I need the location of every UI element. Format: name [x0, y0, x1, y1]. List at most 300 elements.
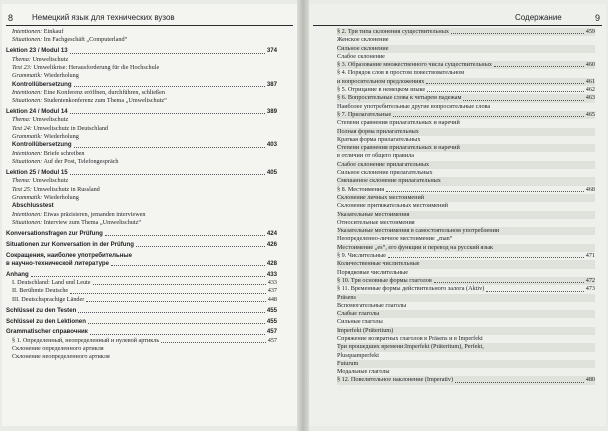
toc-page-number: 463 — [585, 94, 595, 102]
toc-page-number: 437 — [267, 287, 277, 295]
toc-leader-dots — [161, 342, 266, 343]
toc-entry-text — [337, 177, 441, 185]
toc-entry-title: Полная форма прилагательных — [337, 127, 419, 135]
toc-leader-dots — [78, 312, 265, 313]
toc-entry-text — [337, 61, 492, 69]
toc-entry-title: § 10. Три основные формы глаголов — [337, 276, 432, 284]
toc-entry-text — [337, 294, 356, 302]
toc-entry-text — [6, 47, 68, 55]
toc-entry — [6, 202, 277, 210]
toc-entry — [337, 53, 595, 61]
toc-page-number: 465 — [585, 110, 595, 118]
toc-entry-title: I. Deutschland: Land und Leute — [12, 279, 91, 287]
toc-entry — [6, 252, 277, 260]
toc-entry-title: Склонение неопределенного артикля — [12, 353, 110, 361]
toc-entry-title: § 11. Временные формы действительного залога (Aktiv) — [337, 285, 485, 293]
toc-entry-title: Три прошедших времени:Imperfekt (Präteritum), Perfekt, — [337, 343, 484, 351]
toc-leader-dots — [88, 323, 265, 324]
toc-page-number: 457 — [266, 328, 277, 336]
toc-entry-title: Wiederholung — [43, 194, 79, 202]
toc-entry — [337, 376, 595, 384]
toc-entry-text — [12, 296, 84, 304]
toc-page-number: 471 — [585, 252, 595, 260]
toc-entry — [6, 353, 277, 361]
toc-leader-dots — [86, 301, 266, 302]
toc-entry-title: Abschlusstest — [12, 202, 54, 210]
toc-entry-label: Intentionen: — [12, 210, 43, 218]
toc-entry-text — [12, 97, 167, 105]
toc-entry-text — [12, 89, 165, 97]
toc-page-number: 433 — [267, 279, 277, 287]
toc-entry — [337, 161, 595, 169]
toc-entry-text — [12, 56, 68, 64]
toc-entry — [6, 150, 277, 158]
toc-leader-dots — [434, 282, 584, 283]
toc-entry-title: Степени сравнения прилагательных и наречий — [337, 144, 460, 152]
toc-entry — [337, 186, 595, 194]
toc-entry — [337, 360, 595, 368]
toc-entry-title: Lektion 24 / Modul 14 — [6, 108, 68, 116]
toc-page-number: 433 — [266, 270, 277, 278]
toc-page-number: 468 — [585, 185, 595, 193]
toc-entry-text — [12, 177, 68, 185]
toc-entry — [337, 194, 595, 202]
toc-entry — [337, 277, 595, 285]
toc-entry — [6, 318, 277, 326]
toc-entry-text — [12, 64, 159, 72]
left-page — [2, 4, 297, 426]
toc-entry — [6, 307, 277, 315]
toc-entry-title: Präsens — [337, 293, 356, 301]
toc-entry-title: Склонение личных местоимений — [337, 193, 425, 201]
toc-entry-text — [337, 103, 490, 111]
toc-entry-text — [337, 161, 429, 169]
toc-entry-text — [337, 368, 390, 376]
toc-entry-title: Futurum — [337, 359, 359, 367]
toc-entry-text — [12, 133, 79, 141]
toc-page-number: 459 — [585, 28, 595, 35]
toc-entry-title: Umweltschutz — [32, 177, 69, 185]
toc-entry-text — [12, 287, 68, 295]
toc-entry-title: Kontrollübersetzung — [12, 80, 72, 88]
toc-page-number: 448 — [267, 295, 277, 303]
toc-entry-text — [337, 45, 388, 53]
toc-leader-dots — [74, 86, 265, 87]
toc-entry-text — [12, 345, 104, 353]
toc-entry — [6, 337, 277, 345]
toc-entry-title: Указательные местоимения — [337, 210, 410, 218]
toc-entry-label: Situationen: — [12, 158, 43, 166]
toc-entry-title: Interview zum Thema „Umweltschutz“ — [43, 219, 142, 227]
toc-page-number: 460 — [585, 61, 595, 69]
toc-page-number: 455 — [266, 317, 277, 325]
toc-entry-text — [337, 202, 448, 210]
toc-page-number: 480 — [585, 376, 595, 384]
toc-entry-text — [337, 36, 389, 44]
toc-entry-label: Grammatik: — [12, 194, 43, 202]
toc-page-number: 455 — [266, 306, 277, 314]
toc-entry-title: Модальные глаголы — [337, 368, 390, 376]
right-page-number: 9 — [595, 13, 601, 23]
toc-leader-dots — [463, 100, 584, 101]
left-running-head: Немецкий язык для технических вузов — [32, 13, 175, 22]
toc-page-number: 472 — [585, 276, 595, 284]
toc-leader-dots — [426, 83, 584, 84]
right-header-rule — [313, 25, 602, 26]
toc-entry — [6, 56, 277, 64]
left-page-number: 8 — [8, 13, 14, 23]
toc-entry-text — [337, 269, 408, 277]
toc-entry — [337, 227, 595, 235]
toc-entry-text — [12, 219, 141, 227]
toc-leader-dots — [393, 116, 584, 117]
toc-entry-title: Слабое склонение — [337, 52, 385, 60]
book-gutter — [297, 0, 309, 431]
toc-entry-title: Studentenkonferenz zum Thema „Umweltschutz“ — [43, 97, 167, 105]
toc-entry — [337, 235, 595, 243]
toc-entry-title: Umweltkrise: Herausforderung für die Hochschule — [33, 63, 160, 71]
toc-entry — [337, 269, 595, 277]
toc-entry-text — [337, 152, 414, 160]
toc-entry-text — [12, 36, 127, 44]
toc-entry-title: § 1. Определенный, неопределенный и нулевой артикль — [12, 336, 160, 344]
toc-entry — [337, 260, 595, 268]
toc-entry-title: Вспомогательные глаголы — [337, 301, 407, 309]
right-page — [309, 4, 606, 426]
toc-entry — [6, 230, 277, 238]
toc-entry — [337, 169, 595, 177]
toc-entry-title: § 6. Вопросительные слова к четырем падежам — [337, 94, 462, 102]
toc-entry-label: Text 24: — [12, 124, 32, 132]
toc-page-number: 405 — [266, 169, 277, 176]
toc-entry-title: § 8. Местоимения — [337, 185, 385, 193]
toc-entry-text — [6, 328, 88, 336]
toc-leader-dots — [455, 382, 584, 383]
toc-entry-text — [337, 211, 409, 219]
toc-entry-text — [12, 202, 54, 210]
toc-entry — [337, 310, 595, 318]
toc-entry-title: Степени сравнения прилагательных и наречий — [337, 119, 460, 127]
toc-entry-text — [12, 28, 63, 36]
toc-entry — [337, 285, 595, 293]
toc-entry-text — [337, 277, 432, 285]
toc-entry-label: Grammatik: — [12, 133, 43, 141]
toc-entry-text — [6, 230, 103, 238]
toc-entry-title: § 4. Порядок слов в простом повествовательном — [337, 69, 465, 77]
toc-entry — [6, 345, 277, 353]
toc-entry-text — [337, 335, 483, 343]
toc-entry-text — [6, 271, 29, 279]
toc-entry-title: и вопросительном предложениях — [337, 77, 425, 85]
toc-entry — [337, 94, 595, 102]
toc-leader-dots — [31, 276, 265, 277]
toc-entry — [337, 202, 595, 210]
toc-entry-title: Склонение определенного артикля — [12, 345, 104, 353]
toc-entry-text — [12, 279, 91, 287]
toc-entry — [6, 186, 277, 194]
toc-entry-title: Порядковые числительные — [337, 268, 408, 276]
toc-entry-title: Situationen zur Konversation in der Prüfung — [6, 240, 134, 248]
toc-entry — [337, 61, 595, 69]
toc-entry-label: Situationen: — [12, 219, 43, 227]
toc-entry-text — [337, 94, 461, 102]
toc-leader-dots — [386, 191, 584, 192]
toc-entry-title: § 2. Три типа склонения существительных — [337, 28, 449, 35]
toc-entry — [6, 241, 277, 249]
toc-entry-text — [337, 53, 385, 61]
toc-entry-text — [337, 310, 379, 318]
toc-leader-dots — [70, 113, 265, 114]
toc-entry-title: § 5. Отрицание в немецком языке — [337, 86, 426, 94]
toc-entry-text — [12, 337, 159, 345]
toc-leader-dots — [111, 265, 265, 266]
toc-entry-text — [6, 318, 86, 326]
toc-entry-title: Указательные местоимения в самостоятельном употреблении — [337, 227, 500, 235]
toc-entry-title: Grammatischer справочник — [6, 328, 88, 336]
toc-entry — [6, 194, 277, 202]
toc-entry — [6, 279, 277, 287]
toc-entry-text — [337, 128, 419, 136]
left-toc-list — [6, 28, 277, 362]
toc-entry-label: Situationen: — [12, 97, 43, 105]
toc-entry — [337, 343, 595, 351]
toc-page-number: 387 — [266, 80, 277, 88]
toc-page-number: 473 — [585, 285, 595, 293]
toc-entry-text — [337, 244, 493, 252]
toc-entry — [337, 219, 595, 227]
toc-entry — [337, 152, 595, 160]
toc-entry-text — [337, 119, 460, 127]
toc-entry-title: Einkauf — [43, 28, 64, 35]
toc-entry-title: III. Deutschsprachige Länder — [12, 295, 85, 303]
toc-entry-title: Относительные местоимения — [337, 218, 415, 226]
toc-entry-text — [337, 376, 453, 384]
toc-entry — [337, 244, 595, 252]
toc-entry-text — [12, 81, 72, 89]
toc-entry-text — [337, 227, 499, 235]
toc-entry — [6, 125, 277, 133]
toc-entry-text — [337, 343, 484, 351]
toc-entry-title: Eine Konferenz eröffnen, durchführen, schließen — [43, 88, 165, 96]
toc-leader-dots — [136, 246, 265, 247]
toc-entry-text — [337, 194, 424, 202]
toc-entry — [6, 116, 277, 124]
toc-entry-text — [337, 302, 406, 310]
toc-entry — [6, 287, 277, 295]
toc-entry — [337, 327, 595, 335]
toc-entry-title: Слабые глаголы — [337, 310, 380, 318]
toc-entry — [6, 177, 277, 185]
toc-entry-title: Краткая форма прилагательных — [337, 135, 421, 143]
toc-entry — [337, 103, 595, 111]
toc-entry-label: Grammatik: — [12, 72, 43, 80]
toc-entry — [337, 136, 595, 144]
toc-entry — [6, 211, 277, 219]
toc-entry-text — [12, 353, 110, 361]
toc-entry-title: Umweltschutz — [32, 116, 69, 124]
toc-entry-title: Склонение притяжательных местоимений — [337, 202, 448, 210]
toc-entry-text — [12, 141, 72, 149]
toc-entry — [337, 211, 595, 219]
toc-entry-text — [337, 252, 386, 260]
toc-entry-title: в научно-технической литературе — [6, 259, 110, 267]
toc-entry — [337, 302, 595, 310]
toc-entry-text — [12, 211, 146, 219]
toc-entry — [337, 144, 595, 152]
toc-entry-text — [6, 307, 76, 315]
toc-entry-title: Umweltschutz — [32, 55, 69, 63]
toc-page-number: 389 — [266, 108, 277, 116]
toc-entry-label: Text 25: — [12, 185, 32, 193]
toc-entry — [6, 28, 277, 36]
toc-entry-title: Konversationsfragen zur Prüfung — [6, 229, 103, 237]
toc-entry-text — [337, 136, 420, 144]
toc-entry — [6, 219, 277, 227]
toc-entry — [337, 368, 595, 376]
toc-entry-title: § 12. Повелительное наклонение (Imperativ) — [337, 376, 454, 384]
toc-entry — [337, 69, 595, 77]
toc-leader-dots — [486, 291, 584, 292]
toc-entry-text — [337, 360, 358, 368]
toc-entry-title: Imperfekt (Präteritum) — [337, 326, 394, 334]
toc-entry-title: Umweltschutz in Russland — [33, 185, 100, 193]
toc-entry-text — [337, 352, 379, 360]
toc-entry-text — [337, 327, 393, 335]
toc-entry-title: Umweltschutz in Deutschland — [33, 124, 109, 132]
toc-entry-text — [6, 252, 132, 260]
toc-entry — [337, 318, 595, 326]
toc-entry — [337, 177, 595, 185]
toc-entry-text — [337, 69, 464, 77]
toc-entry-title: Schlüssel zu den Lektionen — [6, 317, 86, 325]
toc-entry-title: § 3. Образование множественного числа существительных — [337, 61, 492, 69]
toc-entry-title: Etwas präzisieren, jemanden interviewen — [43, 210, 146, 218]
toc-entry-text — [337, 235, 452, 243]
toc-entry — [337, 294, 595, 302]
toc-entry-title: Auf der Post, Telefongespräch — [43, 158, 119, 166]
toc-entry-title: Lektion 23 / Modul 13 — [6, 47, 68, 55]
toc-entry-label: Intentionen: — [12, 88, 43, 96]
toc-entry-title: Kontrollübersetzung — [12, 141, 72, 149]
toc-entry-title: Сильные глаголы — [337, 318, 383, 326]
toc-leader-dots — [90, 334, 265, 335]
toc-leader-dots — [105, 235, 265, 236]
toc-entry-title: в отличии от общего правила — [337, 152, 414, 160]
toc-page-number: 457 — [267, 336, 277, 344]
toc-entry-label: Intentionen: — [12, 149, 43, 157]
toc-leader-dots — [93, 284, 266, 285]
toc-page-number: 462 — [585, 86, 595, 94]
toc-entry — [337, 252, 595, 260]
toc-entry — [6, 108, 277, 116]
toc-page-number: 461 — [585, 77, 595, 85]
toc-entry — [6, 260, 277, 268]
toc-page-number: 426 — [266, 240, 277, 248]
toc-leader-dots — [70, 293, 266, 294]
toc-entry-text — [12, 125, 108, 133]
toc-entry-title: Неопределенно-личное местоимение „man“ — [337, 235, 453, 243]
toc-entry — [6, 97, 277, 105]
right-toc-list — [337, 28, 595, 385]
toc-entry-text — [12, 116, 68, 124]
toc-leader-dots — [70, 53, 265, 54]
toc-entry-title: Смешанное склонение прилагательных — [337, 177, 441, 185]
toc-entry — [6, 133, 277, 141]
toc-entry-title: Сильное склонение прилагательных — [337, 169, 433, 177]
toc-entry — [6, 72, 277, 80]
toc-leader-dots — [494, 66, 584, 67]
toc-entry-label: Intentionen: — [12, 28, 43, 35]
toc-entry-text — [337, 169, 433, 177]
toc-page-number: 374 — [266, 47, 277, 55]
toc-entry — [6, 81, 277, 89]
toc-entry-text — [12, 194, 79, 202]
toc-entry — [337, 119, 595, 127]
toc-entry-title: § 9. Числительные — [337, 252, 386, 260]
toc-entry-title: Сильное склонение — [337, 44, 389, 52]
right-running-head: Содержание — [515, 13, 562, 22]
toc-entry — [337, 111, 595, 119]
toc-entry — [6, 47, 277, 55]
toc-entry-text — [12, 158, 119, 166]
toc-entry-text — [337, 111, 391, 119]
toc-entry-title: Wiederholung — [43, 72, 79, 80]
toc-leader-dots — [74, 147, 265, 148]
toc-entry-text — [337, 28, 449, 36]
toc-entry — [337, 28, 595, 36]
toc-entry — [337, 352, 595, 360]
toc-entry-label: Situationen: — [12, 36, 43, 44]
toc-entry — [337, 45, 595, 53]
left-header-rule — [6, 25, 293, 26]
toc-entry-label: Thema: — [12, 177, 31, 185]
toc-page-number: 428 — [266, 259, 277, 267]
toc-entry-title: § 7. Прилагательные — [337, 110, 392, 118]
toc-entry-title: Спряжение возвратных глаголов в Präsens и в Imperfekt — [337, 334, 483, 342]
toc-entry-title: Наиболее употребительные другие вопросительные слова — [337, 102, 491, 110]
toc-entry-text — [337, 219, 415, 227]
toc-entry-text — [337, 285, 484, 293]
toc-entry-text — [6, 108, 68, 116]
toc-entry-text — [6, 260, 109, 268]
toc-entry-title: Plusquamperfekt — [337, 351, 379, 359]
toc-page-number: 424 — [266, 229, 277, 237]
toc-entry — [6, 271, 277, 279]
toc-entry-label: Thema: — [12, 55, 31, 63]
toc-entry-title: Lektion 25 / Modul 15 — [6, 169, 68, 176]
toc-entry-title: Сокращения, наиболее употребительные — [6, 251, 133, 259]
toc-page-number: 403 — [266, 141, 277, 149]
toc-entry-title: Женское склонение — [337, 36, 389, 44]
toc-entry — [6, 89, 277, 97]
toc-entry-text — [12, 186, 100, 194]
toc-entry-text — [337, 144, 460, 152]
toc-entry-label: Text 23: — [12, 63, 32, 71]
toc-entry-title: Местоимение „es“, его функции и перевод на русский язык — [337, 243, 494, 251]
toc-entry-title: Слабое склонение прилагательных — [337, 160, 430, 168]
toc-entry-text — [6, 241, 134, 249]
toc-entry-title: Im Fachgeschäft „Computerland“ — [43, 36, 128, 44]
toc-entry — [6, 169, 277, 177]
toc-entry-title: Wiederholung — [43, 133, 79, 141]
toc-entry-label: Thema: — [12, 116, 31, 124]
toc-entry — [6, 296, 277, 304]
toc-entry — [337, 335, 595, 343]
toc-entry-text — [337, 86, 425, 94]
toc-leader-dots — [388, 257, 584, 258]
toc-entry — [337, 128, 595, 136]
toc-entry — [337, 78, 595, 86]
